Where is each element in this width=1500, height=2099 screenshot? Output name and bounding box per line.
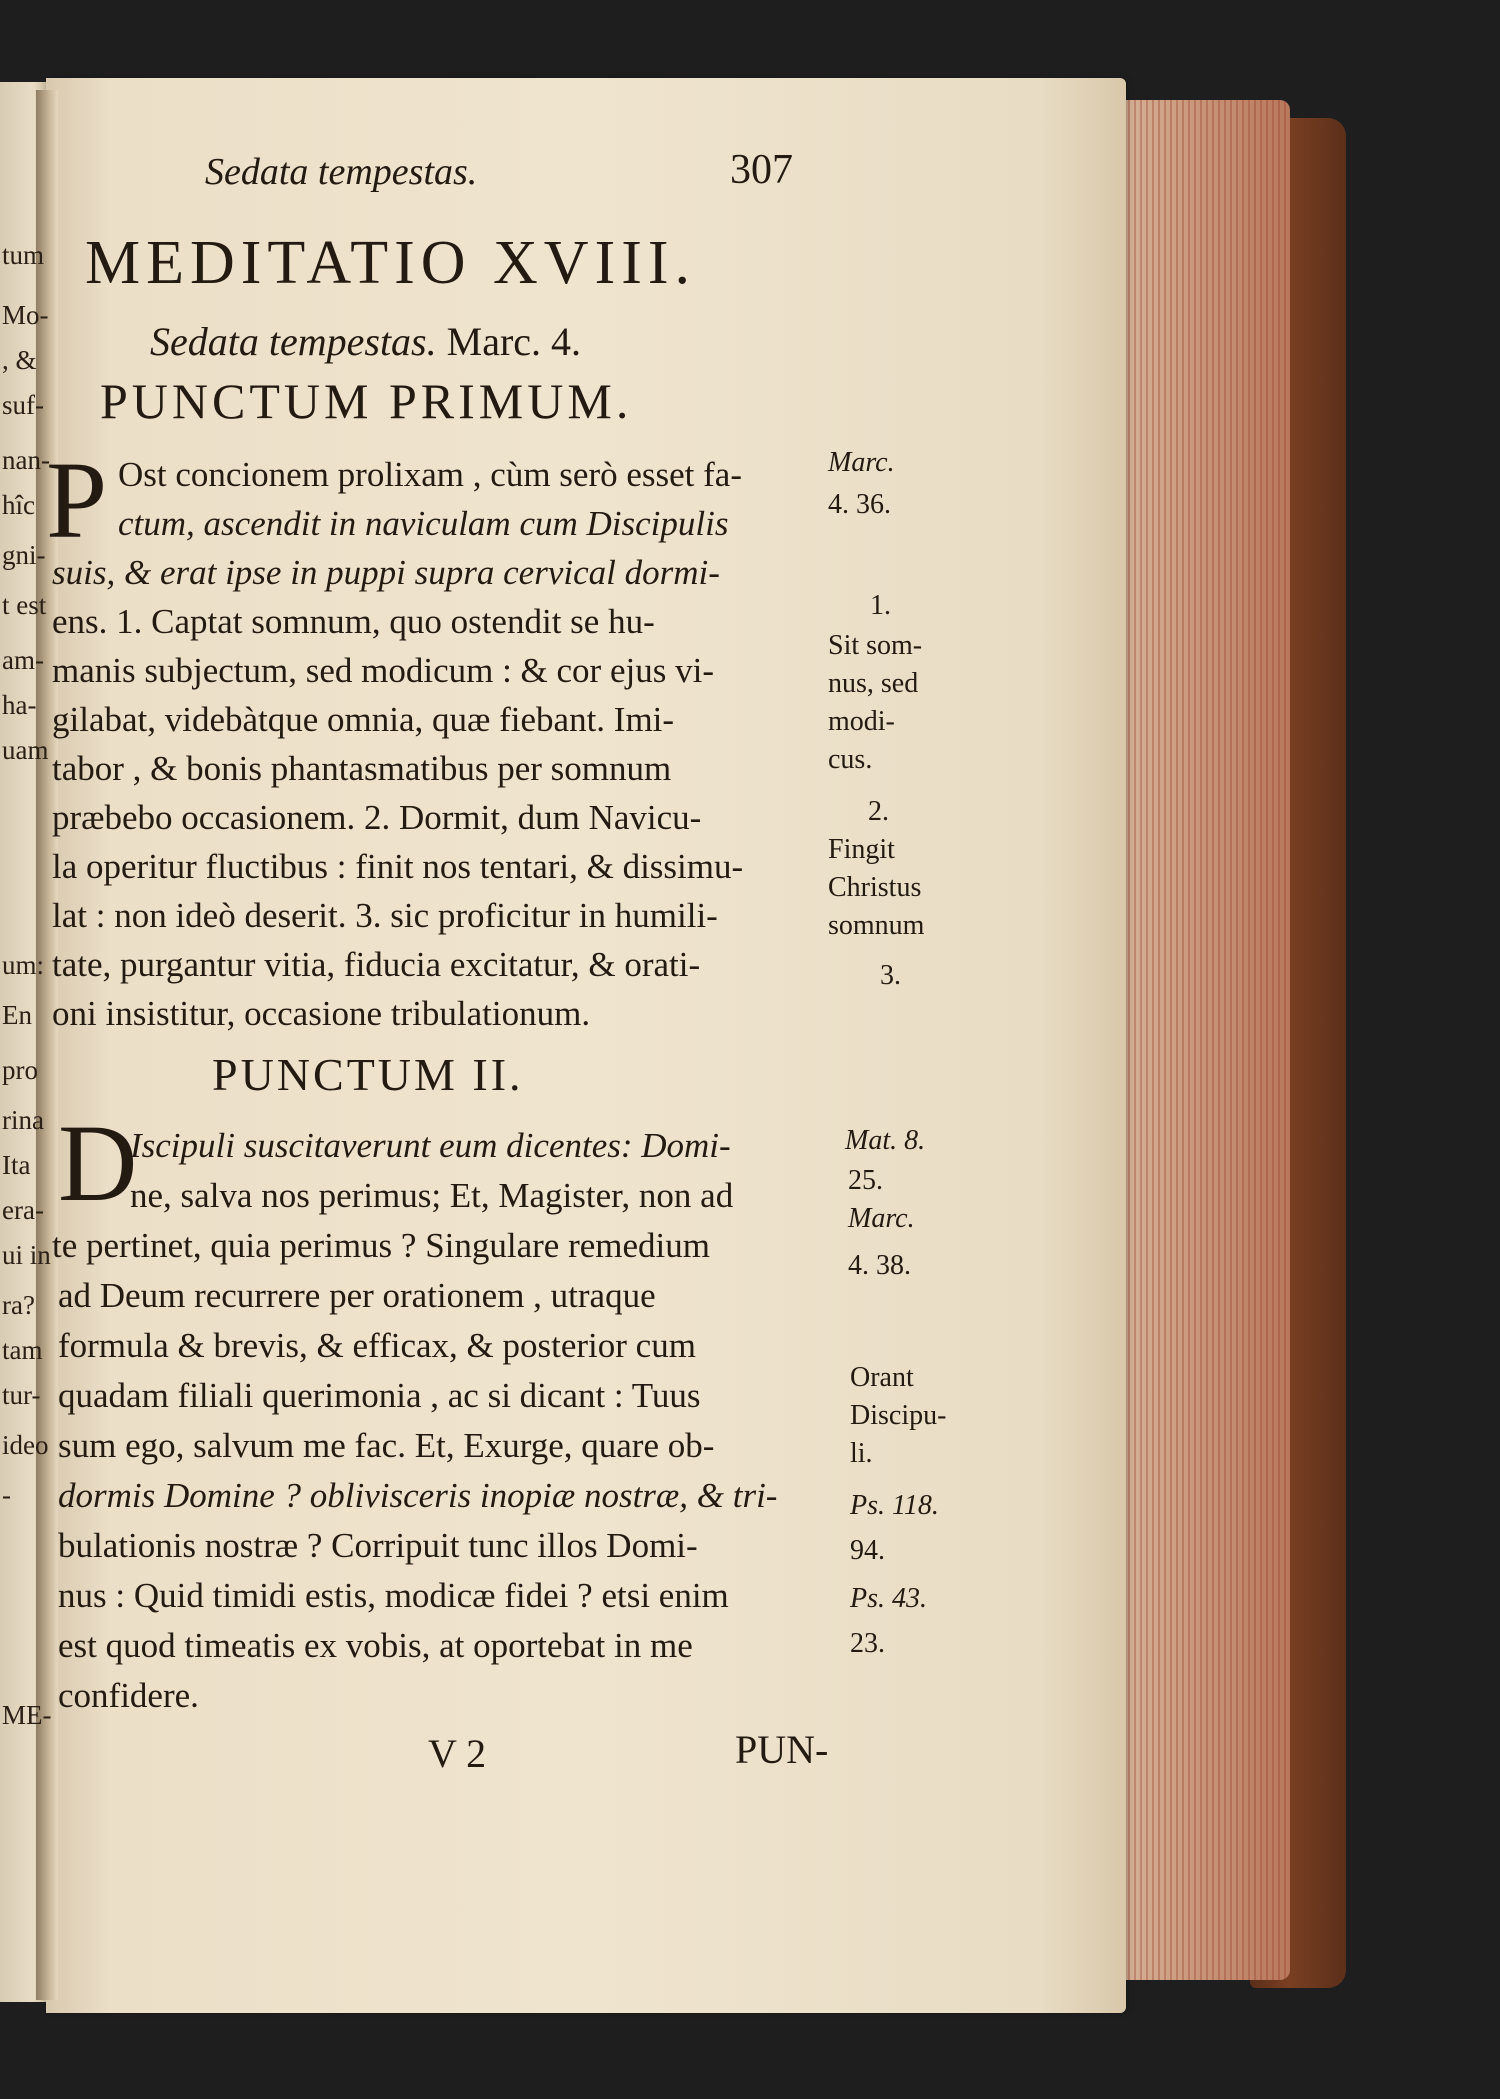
left-page-fragment: Mo-	[2, 300, 49, 330]
body-line: quadam filiali querimonia , ac si dicant : Tuus	[58, 1376, 701, 1415]
margin-note: li.	[850, 1438, 873, 1469]
margin-note: 1.	[870, 590, 891, 621]
body-line: la operitur fluctibus : finit nos tentari, & dissimu-	[52, 847, 744, 886]
meditation-title: MEDITATIO XVIII.	[85, 229, 697, 297]
signature-mark: V 2	[428, 1731, 487, 1776]
left-page-fragment: tum	[2, 240, 45, 270]
left-page-fragment: nan-	[2, 445, 50, 475]
body-line: oni insistitur, occasione tribulationum.	[52, 994, 591, 1033]
left-page-fragment: hîc	[2, 490, 35, 520]
margin-note: 3.	[880, 960, 901, 991]
page-number: 307	[730, 147, 793, 193]
left-page-fragment: uam	[2, 735, 49, 765]
left-page-fragment: t est	[2, 590, 47, 620]
page-edges	[1110, 100, 1290, 1980]
drop-cap-p: P	[46, 439, 108, 561]
left-page-fragment: ME-	[2, 1700, 52, 1730]
body-line: Ost concionem prolixam , cùm serò esset fa-	[118, 455, 742, 494]
margin-note: Sit som-	[828, 630, 923, 661]
body-line: tate, purgantur vitia, fiducia excitatur, & orati-	[52, 945, 701, 984]
body-line: ne, salva nos perimus; Et, Magister, non ad	[130, 1176, 734, 1215]
left-page-fragment: , &	[2, 345, 37, 375]
catchword: PUN-	[735, 1727, 829, 1772]
left-page-fragment: tam	[2, 1335, 43, 1365]
left-page-fragment: am-	[2, 645, 44, 675]
body-line: sum ego, salvum me fac. Et, Exurge, quare ob-	[58, 1426, 715, 1465]
punctum2-heading: PUNCTUM II.	[212, 1049, 524, 1100]
body-line: gilabat, videbàtque omnia, quæ fiebant. Imi-	[52, 700, 675, 739]
body-line: formula & brevis, & efficax, & posterior cum	[58, 1326, 696, 1365]
left-page-fragment: suf-	[2, 390, 44, 420]
body-line: lat : non ideò deserit. 3. sic proficitur in humili-	[52, 896, 718, 935]
margin-note: nus, sed	[828, 668, 919, 699]
running-head: Sedata tempestas.	[205, 151, 478, 193]
left-page-fragment: ui in	[2, 1240, 51, 1270]
body-line: manis subjectum, sed modicum : & cor ejus vi-	[52, 651, 714, 690]
left-page-fragment: -	[2, 1480, 11, 1510]
body-line: Iscipuli suscitaverunt eum dicentes: Domi-	[130, 1126, 731, 1165]
body-line: est quod timeatis ex vobis, at oportebat in me	[58, 1626, 693, 1665]
body-line: suis, & erat ipse in puppi supra cervical dormi-	[52, 553, 720, 592]
left-page-fragment: tur-	[2, 1380, 41, 1410]
body-line: confidere.	[58, 1676, 199, 1715]
margin-note: Christus	[828, 872, 922, 903]
margin-note: 4. 36.	[828, 489, 891, 520]
margin-note: somnum	[828, 910, 925, 941]
left-page-fragment: Ita	[2, 1150, 31, 1180]
margin-note: Ps. 118.	[850, 1490, 939, 1521]
margin-note: Orant	[850, 1362, 914, 1393]
left-page-fragment: ra?	[2, 1290, 35, 1320]
drop-cap-d: D	[58, 1102, 138, 1224]
left-page-fragment: En	[2, 1000, 32, 1030]
left-page-fragment: ideo	[2, 1430, 49, 1460]
body-line: tabor , & bonis phantasmatibus per somnum	[52, 749, 672, 788]
subtitle	[150, 318, 581, 365]
margin-note: modi-	[828, 706, 895, 737]
margin-note: 4. 38.	[848, 1250, 911, 1281]
left-page-fragment: gni-	[2, 540, 46, 570]
margin-note: Mat. 8.	[845, 1125, 926, 1156]
margin-note: 25.	[848, 1165, 883, 1196]
body-line: nus : Quid timidi estis, modicæ fidei ? etsi enim	[58, 1576, 729, 1615]
body-line: bulationis nostræ ? Corripuit tunc illos Domi-	[58, 1526, 698, 1565]
body-line: ctum, ascendit in naviculam cum Discipulis	[118, 504, 729, 543]
left-page-fragment: pro	[2, 1055, 38, 1085]
margin-note: Discipu-	[850, 1400, 947, 1431]
body-line: præbebo occasionem. 2. Dormit, dum Navicu-	[52, 798, 702, 837]
subtitle-italic: Sedata tempestas.	[150, 319, 437, 364]
right-page	[46, 78, 1126, 2013]
subtitle-ref: Marc. 4.	[446, 319, 582, 364]
punctum1-heading: PUNCTUM PRIMUM.	[100, 373, 633, 429]
margin-note: Ps. 43.	[850, 1583, 927, 1614]
margin-note: 2.	[868, 796, 889, 827]
body-line: ad Deum recurrere per orationem , utraque	[58, 1276, 656, 1315]
left-page-fragment: ha-	[2, 690, 37, 720]
margin-note: Fingit	[828, 834, 895, 865]
margin-note: 23.	[850, 1628, 885, 1659]
margin-note: 94.	[850, 1535, 885, 1566]
left-page-fragment: rina	[2, 1105, 44, 1135]
left-page-fragment: era-	[2, 1195, 44, 1225]
body-line: te pertinet, quia perimus ? Singulare remedium	[52, 1226, 710, 1265]
body-line: dormis Domine ? oblivisceris inopiæ nostræ, & tri-	[58, 1476, 778, 1515]
left-page-fragment: um:	[2, 950, 45, 980]
margin-note: cus.	[828, 744, 873, 775]
margin-note: Marc.	[848, 1203, 915, 1234]
margin-note: Marc.	[828, 447, 895, 478]
body-line: ens. 1. Captat somnum, quo ostendit se hu-	[52, 602, 655, 641]
